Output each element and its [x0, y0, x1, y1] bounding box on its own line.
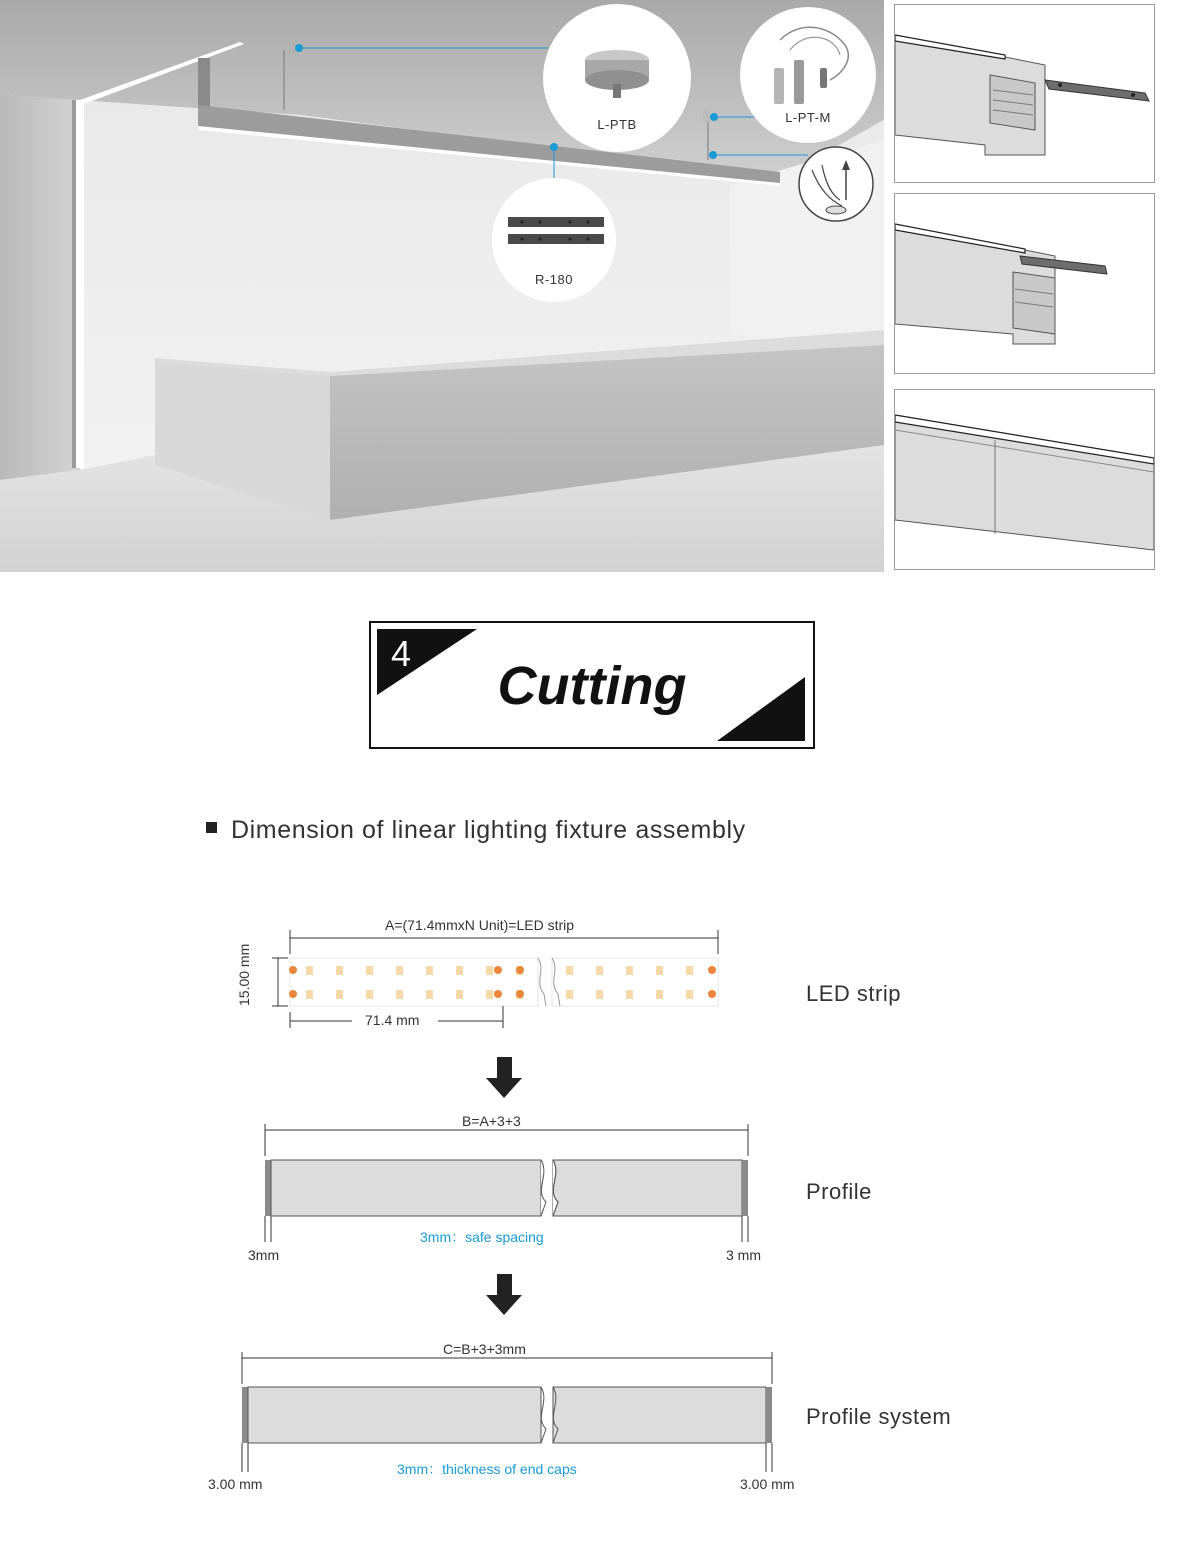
led-chip: [596, 966, 603, 975]
detail-panel-1: [894, 4, 1155, 183]
solder-pad: [494, 990, 502, 998]
profile-left-dim: 3mm: [248, 1247, 280, 1263]
profiles-joined-drawing: [895, 390, 1154, 569]
room-illustration: [0, 0, 884, 572]
led-strip-height-dim: 15.00 mm: [236, 943, 252, 1006]
profile-system-right-dim: 3.00 mm: [740, 1476, 795, 1492]
solder-pad: [708, 966, 716, 974]
profile-right-dim: 3 mm: [726, 1247, 761, 1263]
led-chip: [426, 966, 433, 975]
profile-drawing: [265, 1159, 748, 1217]
bullet-square-icon: [206, 822, 217, 833]
led-chip: [396, 966, 403, 975]
profile-system-endcap-note: 3mm：thickness of end caps: [397, 1461, 577, 1477]
led-chip: [566, 966, 573, 975]
down-arrow-icon: [486, 1274, 522, 1315]
section-number: 4: [391, 633, 412, 674]
detail-panel-2: [894, 193, 1155, 374]
led-chip: [656, 966, 663, 975]
solder-pad: [708, 990, 716, 998]
led-chip: [686, 966, 693, 975]
led-chip: [426, 990, 433, 999]
led-chip: [566, 990, 573, 999]
connector-inserted-drawing: [895, 194, 1154, 373]
profile-system-drawing: [242, 1386, 772, 1444]
led-chip: [626, 990, 633, 999]
connector-exploded-drawing: [895, 5, 1154, 182]
callout-label-ptm: L-PT-M: [785, 110, 831, 125]
led-chip: [626, 966, 633, 975]
led-chip: [456, 966, 463, 975]
solder-pad: [289, 966, 297, 974]
detail-panel-3: [894, 389, 1155, 570]
led-strip-label: LED strip: [806, 981, 901, 1006]
profile-system-left-dim: 3.00 mm: [208, 1476, 263, 1492]
led-chip: [486, 990, 493, 999]
section-header-box: [369, 621, 815, 749]
dimension-diagram: [0, 900, 1180, 1540]
solder-pad: [516, 990, 524, 998]
led-strip-drawing: [290, 958, 718, 1006]
led-chip: [686, 990, 693, 999]
profile-system-length-dim: C=B+3+3mm: [443, 1341, 526, 1357]
callout-label-ptb: L-PTB: [597, 117, 637, 132]
profile-length-dim: B=A+3+3: [462, 1113, 521, 1129]
section-title: Cutting: [497, 656, 687, 716]
led-chip: [456, 990, 463, 999]
led-strip-unit-dim: 71.4 mm: [365, 1012, 420, 1028]
led-chip: [396, 990, 403, 999]
led-chip: [366, 966, 373, 975]
solder-pad: [494, 966, 502, 974]
room-render: [0, 0, 884, 572]
led-chip: [306, 966, 313, 975]
led-strip-length-dim: A=(71.4mmxN Unit)=LED strip: [385, 917, 575, 933]
led-chip: [366, 990, 373, 999]
profile-label: Profile: [806, 1179, 872, 1204]
profile-system-label: Profile system: [806, 1404, 952, 1429]
led-chip: [336, 966, 343, 975]
down-arrow-icon: [486, 1057, 522, 1098]
led-chip: [306, 990, 313, 999]
callout-label-r180: R-180: [535, 272, 573, 287]
led-chip: [336, 990, 343, 999]
led-chip: [656, 990, 663, 999]
solder-pad: [516, 966, 524, 974]
profile-safe-spacing-note: 3mm：safe spacing: [420, 1229, 544, 1245]
led-chip: [596, 990, 603, 999]
solder-pad: [289, 990, 297, 998]
subtitle-text: Dimension of linear lighting fixture assembly: [231, 816, 746, 844]
subtitle: [206, 816, 746, 845]
led-chip: [486, 966, 493, 975]
